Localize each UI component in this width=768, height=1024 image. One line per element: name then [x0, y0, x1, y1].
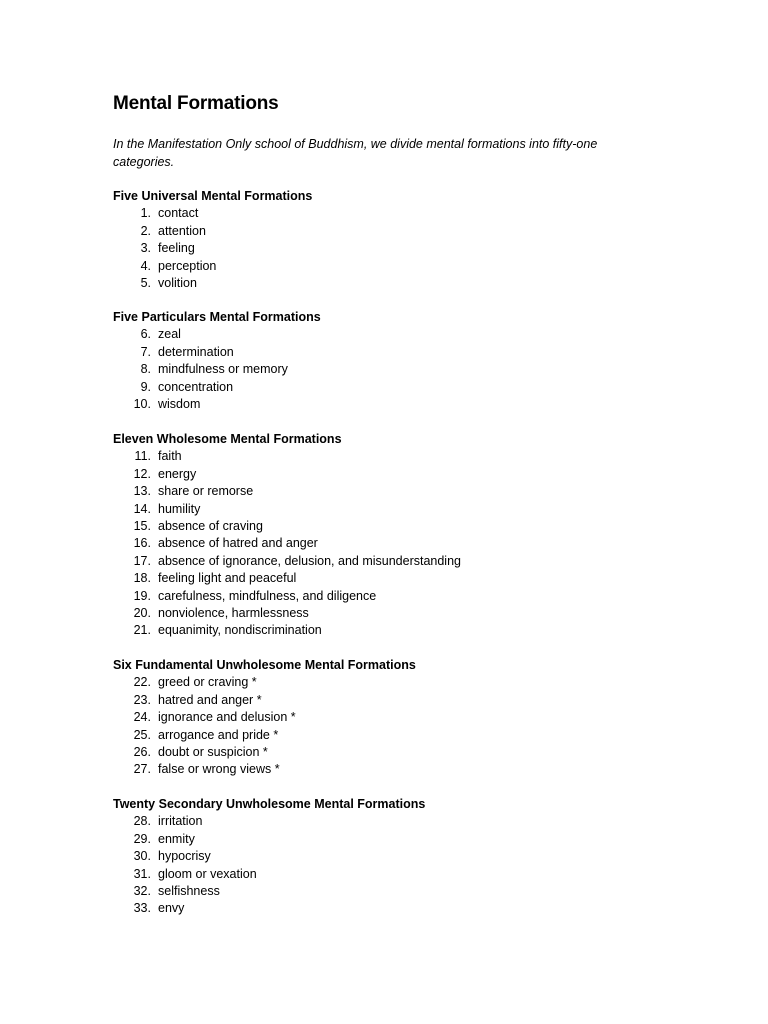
item-label: arrogance and pride *: [158, 727, 279, 742]
item-number: 31.: [133, 866, 151, 881]
section-universal: [113, 188, 312, 292]
formation-list: [113, 326, 321, 413]
item-number: 12.: [133, 466, 151, 481]
item-number: 20.: [133, 605, 151, 620]
item-number: 16.: [133, 536, 151, 551]
item-number: 23.: [133, 692, 151, 707]
list-item: [113, 692, 416, 709]
list-item: [113, 361, 321, 378]
list-item: [113, 483, 342, 500]
list-item: [113, 831, 425, 848]
list-item: [113, 622, 342, 639]
list-item: [113, 223, 312, 240]
item-label: gloom or vexation: [158, 866, 257, 881]
item-number: 3.: [140, 241, 151, 256]
list-item: [113, 448, 342, 465]
item-number: 5.: [140, 275, 151, 290]
item-number: 15.: [133, 518, 151, 533]
item-label: enmity: [158, 831, 195, 846]
item-label: faith: [158, 449, 182, 464]
list-item: [113, 553, 461, 570]
item-number: 13.: [133, 484, 151, 499]
item-number: 9.: [140, 379, 151, 394]
item-label: perception: [158, 258, 217, 273]
item-number: 27.: [133, 762, 151, 777]
item-label: feeling light and peaceful: [158, 571, 297, 586]
item-label: determination: [158, 344, 234, 359]
item-label: greed or craving *: [158, 675, 257, 690]
item-number: 19.: [133, 588, 151, 603]
list-item: [113, 570, 342, 587]
list-item: [113, 866, 425, 883]
item-label: attention: [158, 223, 206, 238]
item-number: 11.: [134, 449, 151, 464]
list-item: [113, 900, 425, 917]
item-label: zeal: [158, 327, 181, 342]
item-number: 10.: [133, 396, 151, 411]
item-number: 18.: [133, 571, 151, 586]
item-number: 17.: [133, 553, 151, 568]
list-item: [113, 727, 416, 744]
item-label: envy: [158, 901, 185, 916]
item-label: absence of ignorance, delusion, and misunderstanding: [158, 553, 461, 568]
item-label: doubt or suspicion *: [158, 744, 268, 759]
item-number: 24.: [133, 710, 151, 725]
list-item: [113, 588, 377, 605]
item-number: 22.: [133, 675, 151, 690]
section-heading: Twenty Secondary Unwholesome Mental Formations: [113, 797, 426, 811]
section-heading: Six Fundamental Unwholesome Mental Formations: [113, 658, 416, 672]
item-label: hatred and anger *: [158, 692, 262, 707]
item-label: irritation: [158, 814, 203, 829]
list-item: [113, 205, 312, 222]
formation-list: [113, 813, 425, 917]
item-label: absence of craving: [158, 518, 263, 533]
list-item: [113, 501, 342, 518]
item-number: 8.: [140, 362, 151, 377]
formation-list: [113, 205, 312, 292]
list-item: [113, 813, 425, 830]
item-label: volition: [158, 275, 197, 290]
item-number: 21.: [133, 623, 151, 638]
page-title: Mental Formations: [113, 93, 279, 114]
item-label: ignorance and delusion *: [158, 710, 296, 725]
list-item: [113, 518, 342, 535]
list-item: [113, 344, 321, 361]
section-heading: Eleven Wholesome Mental Formations: [113, 432, 342, 446]
item-number: 1.: [140, 206, 151, 221]
item-label: hypocrisy: [158, 849, 211, 864]
item-label: false or wrong views *: [158, 762, 280, 777]
list-item: [113, 761, 416, 778]
section-heading: Five Particulars Mental Formations: [113, 310, 321, 324]
item-label: share or remorse: [158, 484, 254, 499]
item-number: 25.: [133, 727, 151, 742]
item-number: 6.: [140, 327, 151, 342]
item-label: energy: [158, 466, 197, 481]
section-secondary-unwholesome: [113, 796, 425, 918]
section-wholesome: [113, 431, 461, 640]
formation-list: [113, 448, 461, 639]
item-number: 30.: [133, 849, 151, 864]
item-label: nonviolence, harmlessness: [158, 605, 309, 620]
section-fundamental-unwholesome: [113, 657, 416, 779]
item-label: feeling: [158, 241, 195, 256]
list-item: [113, 744, 416, 761]
list-item: [113, 396, 321, 413]
item-number: 33.: [133, 901, 151, 916]
list-item: [113, 379, 321, 396]
item-label: contact: [158, 206, 199, 221]
item-label: concentration: [158, 379, 234, 394]
item-number: 28.: [133, 814, 151, 829]
list-item: [113, 258, 312, 275]
item-number: 29.: [133, 831, 151, 846]
intro-paragraph: In the Manifestation Only school of Buddhism, we divide mental formations into fifty-one categories.: [113, 137, 598, 169]
formation-list: [113, 674, 416, 778]
item-number: 7.: [140, 344, 151, 359]
list-item: [113, 275, 312, 292]
list-item: [113, 535, 342, 552]
item-label: absence of hatred and anger: [158, 536, 318, 551]
item-number: 2.: [140, 223, 151, 238]
item-number: 32.: [133, 883, 151, 898]
list-item: [113, 883, 425, 900]
list-item: [113, 709, 416, 726]
list-item: [113, 240, 312, 257]
item-label: mindfulness or memory: [158, 362, 288, 377]
section-heading: Five Universal Mental Formations: [113, 189, 313, 203]
list-item: [113, 674, 416, 691]
item-label: humility: [158, 501, 201, 516]
item-label: carefulness, mindfulness, and diligence: [158, 588, 377, 603]
item-label: equanimity, nondiscrimination: [158, 623, 322, 638]
item-number: 26.: [133, 744, 151, 759]
list-item: [113, 605, 342, 622]
item-label: wisdom: [158, 396, 201, 411]
list-item: [113, 848, 425, 865]
item-number: 4.: [140, 258, 151, 273]
list-item: [113, 466, 342, 483]
item-label: selfishness: [158, 883, 220, 898]
section-particulars: [113, 309, 321, 413]
item-number: 14.: [133, 501, 151, 516]
list-item: [113, 326, 321, 343]
